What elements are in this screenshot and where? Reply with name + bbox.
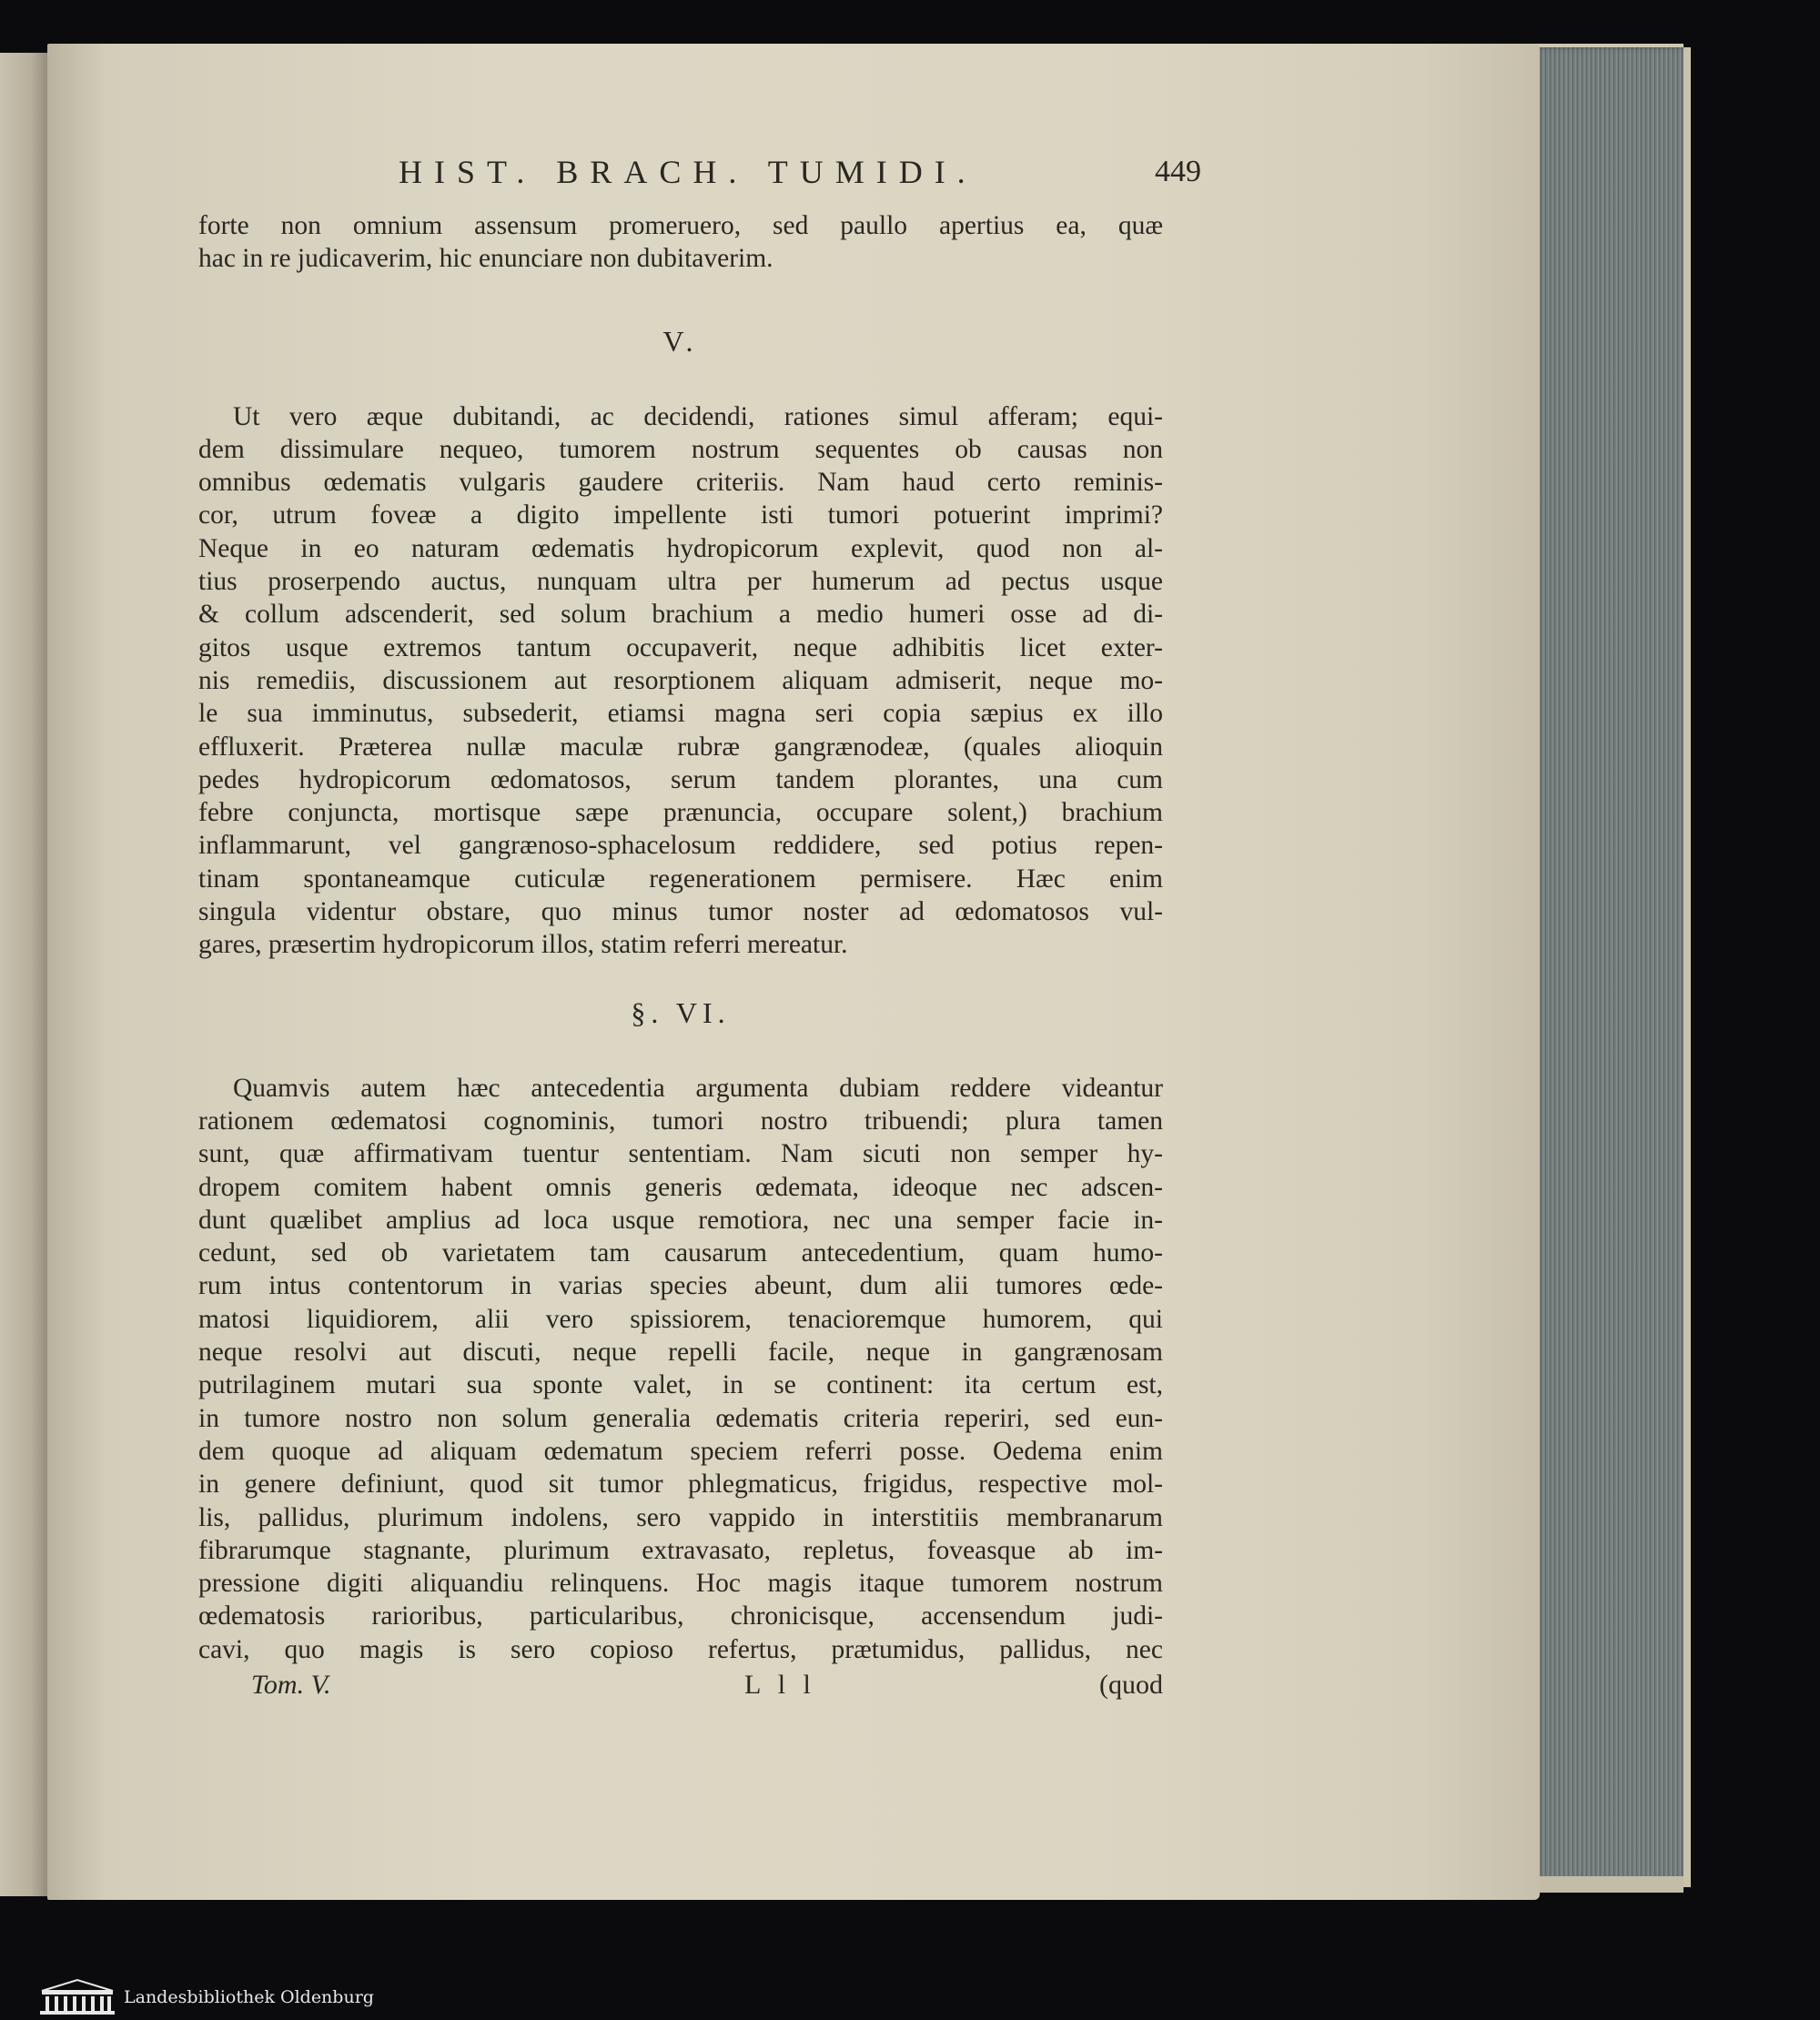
text-line: tius proserpendo auctus, nunquam ultra per humerum ad pectus usque <box>198 567 1163 597</box>
text-line: dropem comitem habent omnis generis œdemata, ideoque nec adscen- <box>198 1172 1163 1202</box>
text-line: cavi, quo magis is sero copioso refertus, prætumidus, pallidus, nec <box>198 1634 1163 1664</box>
text-line: forte non omnium assensum promeruero, sed paullo apertius ea, quæ <box>198 211 1163 240</box>
catchword: (quod <box>1099 1669 1163 1700</box>
text-line: in tumore nostro non solum generalia œdematis criteria reperiri, sed eun- <box>198 1403 1163 1433</box>
text-line: febre conjuncta, mortisque sæpe prænuncia, occupare solent,) brachium <box>198 798 1163 828</box>
page-footer <box>198 1670 1163 1706</box>
text-line: hac in re judicaverim, hic enunciare non dubitaverim. <box>198 244 774 274</box>
text-line: œdematosis rarioribus, particularibus, chronicisque, accensendum judi- <box>198 1601 1163 1631</box>
page-text <box>198 144 1201 1706</box>
signature-mark: L l l <box>744 1669 816 1700</box>
text-line: dem quoque ad aliquam œdematum speciem referri posse. Oedema enim <box>198 1436 1163 1466</box>
text-line: pressione digiti aliquandiu relinquens. Hoc magis itaque tumorem nostrum <box>198 1569 1163 1599</box>
section-v-paragraph <box>198 400 1163 962</box>
text-line: cedunt, sed ob varietatem tam causarum antecedentium, quam humo- <box>198 1238 1163 1268</box>
fore-edge-bottom <box>1531 1876 1684 1893</box>
text-line: Quamvis autem hæc antecedentia argumenta dubiam reddere videantur <box>233 1073 1163 1103</box>
text-line: sunt, quæ affirmativam tuentur sententiam. Nam sicuti non semper hy- <box>198 1139 1163 1169</box>
volume-mark: Tom. V. <box>251 1669 331 1700</box>
text-line: singula videntur obstare, quo minus tumor noster ad œdomatosos vul- <box>198 897 1163 927</box>
text-line: gitos usque extremos tantum occupaverit, neque adhibitis licet exter- <box>198 632 1163 662</box>
section-heading-v: V. <box>662 324 699 358</box>
text-line: putrilaginem mutari sua sponte valet, in se continent: ita certum est, <box>198 1370 1163 1400</box>
text-line: in genere definiunt, quod sit tumor phlegmaticus, frigidus, respective mol- <box>198 1470 1163 1500</box>
text-line: gares, præsertim hydropicorum illos, statim referri mereatur. <box>198 930 848 960</box>
page-number: 449 <box>1155 155 1201 188</box>
library-name: Landesbibliothek Oldenburg <box>124 1987 374 2007</box>
text-line: nis remediis, discussionem aut resorptionem aliquam admiserit, neque mo- <box>198 665 1163 695</box>
text-line: cor, utrum foveæ a digito impellente isti tumori potuerint imprimi? <box>198 500 1163 530</box>
text-line: neque resolvi aut discuti, neque repelli facile, neque in gangrænosam <box>198 1338 1163 1368</box>
running-head <box>198 144 1201 209</box>
text-line: rum intus contentorum in varias species abeunt, dum alii tumores œde- <box>198 1271 1163 1301</box>
text-line: Ut vero æque dubitandi, ac decidendi, rationes simul afferam; equi- <box>233 401 1163 431</box>
text-line: inflammarunt, vel gangrænoso-sphacelosum reddidere, sed potius repen- <box>198 831 1163 861</box>
text-line: effluxerit. Præterea nullæ maculæ rubræ gangrænodeæ, (quales alioquin <box>198 732 1163 762</box>
section-vi-paragraph <box>198 1072 1163 1666</box>
running-head-title: HIST. BRACH. TUMIDI. <box>399 154 977 190</box>
text-line: & collum adscenderit, sed solum brachium a medio humeri osse ad di- <box>198 600 1163 630</box>
section-heading-vi: §. VI. <box>631 995 731 1029</box>
text-line: le sua imminutus, subsederit, etiamsi magna seri copia sæpius ex illo <box>198 699 1163 729</box>
text-line: dunt quælibet amplius ad loca usque remotiora, nec una semper facie in- <box>198 1205 1163 1235</box>
text-line: omnibus œdematis vulgaris gaudere criteriis. Nam haud certo reminis- <box>198 468 1163 498</box>
left-page-edge <box>0 53 51 1896</box>
carryover-paragraph <box>198 209 1163 276</box>
text-line: lis, pallidus, plurimum indolens, sero vappido in interstitiis membranarum <box>198 1502 1163 1532</box>
text-line: matosi liquidiorem, alii vero spissiorem, tenacioremque humorem, qui <box>198 1304 1163 1334</box>
text-line: tinam spontaneamque cuticulæ regenerationem permisere. Hæc enim <box>198 864 1163 894</box>
text-line: pedes hydropicorum œdomatosos, serum tandem plorantes, una cum <box>198 764 1163 794</box>
text-line: dem dissimulare nequeo, tumorem nostrum sequentes ob causas non <box>198 434 1163 464</box>
text-line: Neque in eo naturam œdematis hydropicorum explevit, quod non al- <box>198 533 1163 563</box>
library-building-icon <box>38 1978 116 2016</box>
book-fore-edge <box>1529 47 1691 1887</box>
text-line: rationem œdematosi cognominis, tumori nostro tribuendi; plura tamen <box>198 1106 1163 1136</box>
library-banner <box>0 1975 1820 2020</box>
text-line: fibrarumque stagnante, plurimum extravasato, repletus, foveasque ab im- <box>198 1535 1163 1565</box>
